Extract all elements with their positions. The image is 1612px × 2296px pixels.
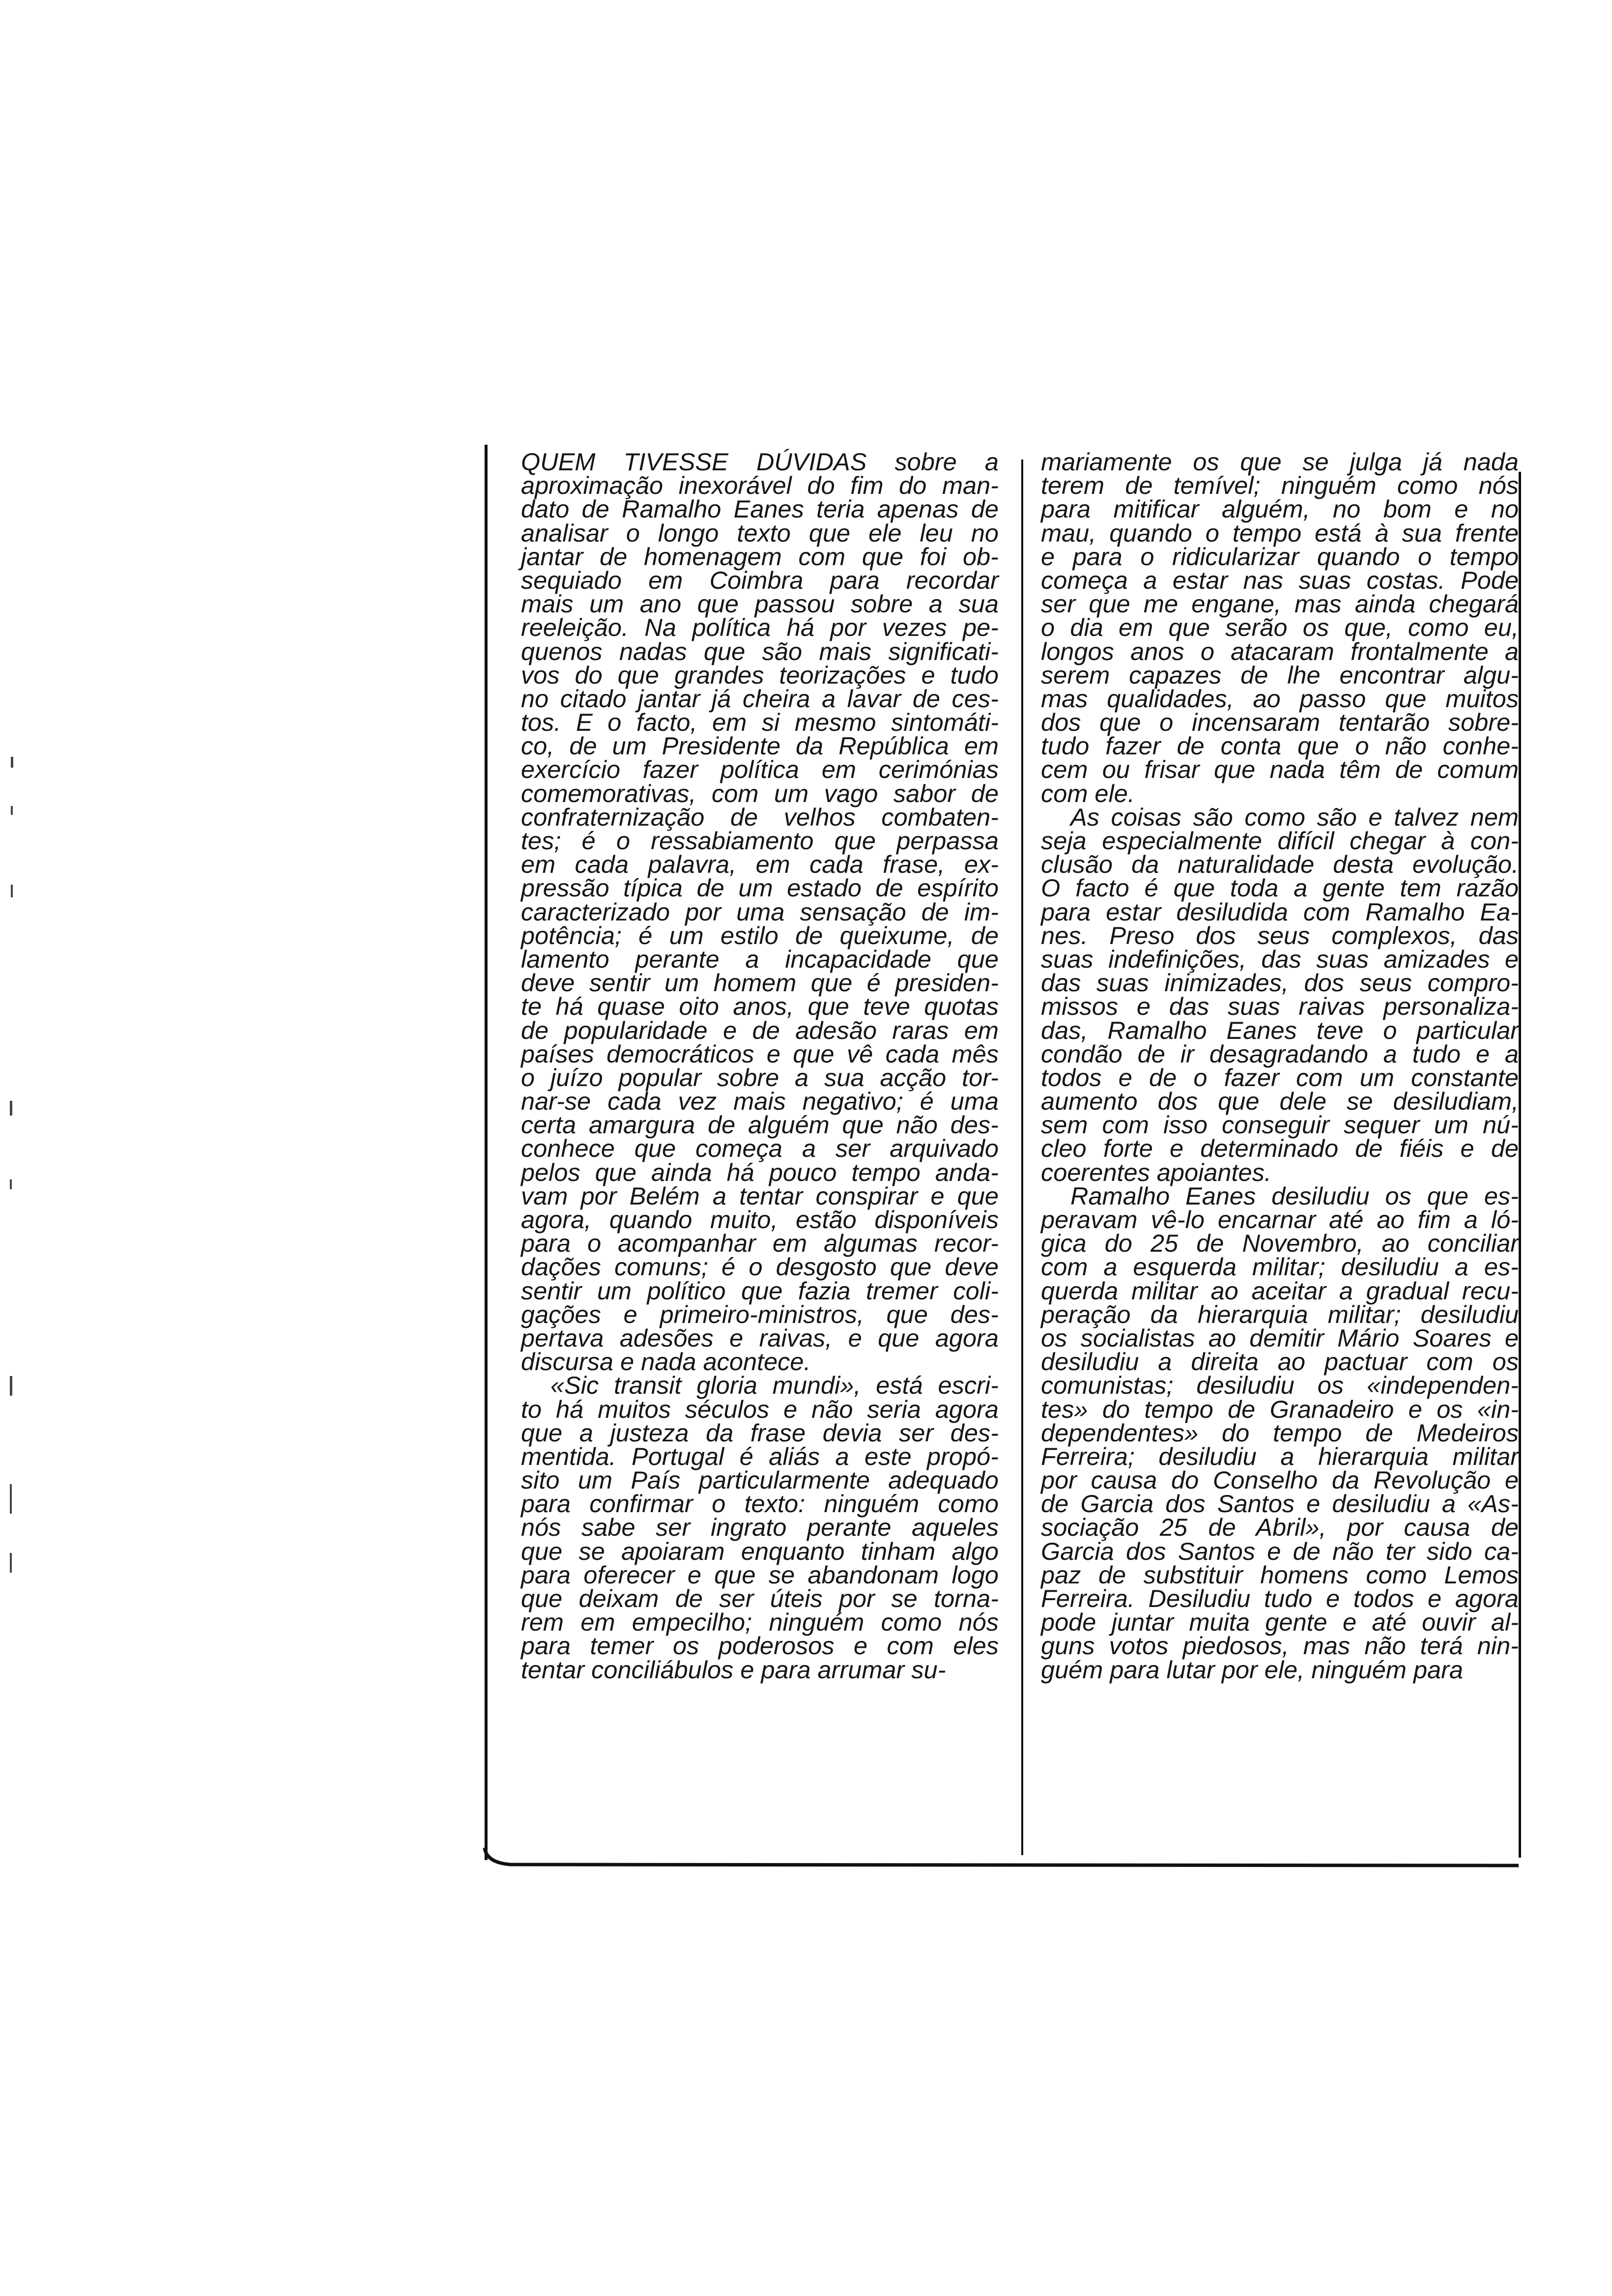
column-divider-rule <box>1021 459 1023 1855</box>
text-line: mariamente os que se julga já nada <box>1041 448 1519 476</box>
text-line: analisar o longo texto que ele leu no <box>521 518 999 547</box>
text-line: gações e primeiro-ministros, que des- <box>521 1300 999 1328</box>
text-line: das, Ramalho Eanes teve o particular <box>1041 1016 1519 1044</box>
text-line: quenos nadas que são mais significati- <box>521 637 999 665</box>
text-line: to há muitos séculos e não seria agora <box>521 1395 999 1423</box>
text-line: todos e de o fazer com um constante <box>1041 1063 1519 1091</box>
text-line: conhece que começa a ser arquivado <box>521 1134 999 1163</box>
text-line: para oferecer e que se abandonam logo <box>521 1560 999 1589</box>
text-line: clusão da naturalidade desta evolução. <box>1041 850 1519 879</box>
text-line: caracterizado por uma sensação de im- <box>521 897 999 926</box>
text-line: missos e das suas raivas personaliza- <box>1041 992 1519 1021</box>
text-line: comemorativas, com um vago sabor de <box>521 779 999 807</box>
text-line: certa amargura de alguém que não des- <box>521 1111 999 1139</box>
text-line: começa a estar nas suas costas. Pode <box>1041 566 1519 594</box>
text-line: mais um ano que passou sobre a sua <box>521 590 999 618</box>
text-line: em cada palavra, em cada frase, ex- <box>521 850 999 879</box>
scan-speck <box>10 1101 12 1116</box>
text-line: para mitificar alguém, no bom e no <box>1041 495 1519 523</box>
text-line: tes; é o ressabiamento que perpassa <box>521 827 999 855</box>
right-border-rule <box>1519 472 1521 1858</box>
text-line: suas indefinições, das suas amizades e <box>1041 945 1519 973</box>
text-line: aumento dos que dele se desiludiam, <box>1041 1087 1519 1116</box>
text-line: QUEM TIVESSE DÚVIDAS sobre a <box>521 448 999 476</box>
scan-speck <box>11 885 13 897</box>
text-line: pode juntar muita gente e até ouvir al- <box>1041 1608 1519 1636</box>
text-line: discursa e nada acontece. <box>521 1348 811 1376</box>
text-line: coerentes apoiantes. <box>1041 1158 1271 1186</box>
text-line: mau, quando o tempo está à sua frente <box>1041 518 1519 547</box>
text-line: que se apoiaram enquanto tinham algo <box>521 1537 999 1565</box>
text-line: tos. E o facto, em si mesmo sintomáti- <box>521 708 999 737</box>
text-line: peração da hierarquia militar; desiludiu <box>1041 1300 1519 1328</box>
text-line: das suas inimizades, dos seus compro- <box>1041 969 1519 997</box>
text-line: exercício fazer política em cerimónias <box>521 755 999 784</box>
text-line: sem com isso conseguir sequer um nú- <box>1041 1111 1519 1139</box>
text-line: Ferreira; desiludiu a hierarquia militar <box>1041 1442 1519 1470</box>
text-line: com a esquerda militar; desiludiu a es- <box>1041 1253 1519 1281</box>
text-line: agora, quando muito, estão disponíveis <box>521 1205 999 1234</box>
text-line: o dia em que serão os que, como eu, <box>1041 613 1519 642</box>
text-line: para confirmar o texto: ninguém como <box>521 1490 999 1518</box>
text-line: cem ou frisar que nada têm de comum <box>1041 755 1519 784</box>
text-line: e para o ridicularizar quando o tempo <box>1041 542 1519 571</box>
text-line: terem de temível; ninguém como nós <box>1041 471 1519 500</box>
text-line: reeleição. Na política há por vezes pe- <box>521 613 999 642</box>
text-line: guém para lutar por ele, ninguém para <box>1041 1655 1464 1684</box>
text-line: Garcia dos Santos e de não ter sido ca- <box>1041 1537 1519 1565</box>
text-line: longos anos o atacaram frontalmente a <box>1041 637 1519 665</box>
text-line: te há quase oito anos, que teve quotas <box>521 992 999 1021</box>
scan-speck <box>10 1553 12 1573</box>
text-line: de popularidade e de adesão raras em <box>521 1016 999 1044</box>
text-line: peravam vê-lo encarnar até ao fim a ló- <box>1041 1205 1519 1234</box>
text-line: jantar de homenagem com que foi ob- <box>521 542 999 571</box>
text-line: cleo forte e determinado de fiéis e de <box>1041 1134 1519 1163</box>
text-line: tentar conciliábulos e para arrumar su- <box>521 1655 946 1684</box>
text-line: países democráticos e que vê cada mês <box>521 1039 999 1068</box>
text-line: pelos que ainda há pouco tempo anda- <box>521 1158 999 1186</box>
text-line: dependentes» do tempo de Medeiros <box>1041 1418 1519 1447</box>
text-line: os socialistas ao demitir Mário Soares e <box>1041 1323 1519 1352</box>
text-line: dato de Ramalho Eanes teria apenas de <box>521 495 999 523</box>
text-line: nós sabe ser ingrato perante aqueles <box>521 1513 999 1542</box>
bottom-border-curve <box>481 1848 1523 1867</box>
text-line: vam por Belém a tentar conspirar e que <box>521 1181 999 1210</box>
text-line: paz de substituir homens como Lemos <box>1041 1560 1519 1589</box>
text-line: sociação 25 de Abril», por causa de <box>1041 1513 1519 1542</box>
text-line: o juízo popular sobre a sua acção tor- <box>521 1063 999 1091</box>
text-line: nes. Preso dos seus complexos, das <box>1041 921 1519 949</box>
text-line: potência; é um estilo de queixume, de <box>521 921 999 949</box>
text-line: para temer os poderosos e com eles <box>521 1632 999 1660</box>
text-line: tudo fazer de conta que o não conhe- <box>1041 732 1519 760</box>
text-line: aproximação inexorável do fim do man- <box>521 471 999 500</box>
text-line: com ele. <box>1041 779 1135 807</box>
text-line: Ferreira. Desiludiu tudo e todos e agora <box>1041 1584 1519 1612</box>
text-line: vos do que grandes teorizações e tudo <box>521 660 999 689</box>
text-line: Ramalho Eanes desiludiu os que es- <box>1070 1181 1519 1210</box>
article-right-column <box>1041 450 1519 1682</box>
text-line: co, de um Presidente da República em <box>521 732 999 760</box>
text-line: dos que o incensaram tentarão sobre- <box>1041 708 1519 737</box>
text-line: deve sentir um homem que é presiden- <box>521 969 999 997</box>
text-line: serem capazes de lhe encontrar algu- <box>1041 660 1519 689</box>
text-line: As coisas são como são e talvez nem <box>1070 803 1519 831</box>
text-line: «Sic transit gloria mundi», está escri- <box>550 1371 999 1400</box>
scan-speck <box>10 1179 12 1189</box>
text-line: comunistas; desiludiu os «independen- <box>1041 1371 1519 1400</box>
text-line: sentir um político que fazia tremer coli- <box>521 1276 999 1305</box>
text-line: confraternização de velhos combaten- <box>521 803 999 831</box>
text-line: querda militar ao aceitar a gradual recu- <box>1041 1276 1519 1305</box>
text-line: para o acompanhar em algumas recor- <box>521 1229 999 1258</box>
left-border-rule <box>485 445 488 1860</box>
text-line: para estar desiludida com Ramalho Ea- <box>1041 897 1519 926</box>
text-line: de Garcia dos Santos e desiludiu a «As- <box>1041 1490 1519 1518</box>
text-line: mentida. Portugal é aliás a este propó- <box>521 1442 999 1470</box>
text-line: condão de ir desagradando a tudo e a <box>1041 1039 1519 1068</box>
text-line: nar-se cada vez mais negativo; é uma <box>521 1087 999 1116</box>
text-line: mas qualidades, ao passo que muitos <box>1041 684 1519 713</box>
text-line: seja especialmente difícil chegar à con- <box>1041 827 1519 855</box>
text-line: que a justeza da frase devia ser des- <box>521 1418 999 1447</box>
text-line: ser que me engane, mas ainda chegará <box>1041 590 1519 618</box>
scan-speck <box>10 1376 12 1396</box>
text-line: tes» do tempo de Granadeiro e os «in- <box>1041 1395 1519 1423</box>
text-line: dações comuns; é o desgosto que deve <box>521 1253 999 1281</box>
text-line: gica do 25 de Novembro, ao conciliar <box>1041 1229 1519 1258</box>
text-line: lamento perante a incapacidade que <box>521 945 999 973</box>
text-line: O facto é que toda a gente tem razão <box>1041 874 1519 902</box>
text-line: pressão típica de um estado de espírito <box>521 874 999 902</box>
text-line: sito um País particularmente adequado <box>521 1466 999 1494</box>
scan-speck <box>11 757 13 768</box>
scan-speck <box>11 806 13 815</box>
text-line: sequiado em Coimbra para recordar <box>521 566 999 594</box>
text-line: pertava adesões e raivas, e que agora <box>521 1323 999 1352</box>
text-line: guns votos piedosos, mas não terá nin- <box>1041 1632 1519 1660</box>
scan-speck <box>10 1484 12 1514</box>
text-line: que deixam de ser úteis por se torna- <box>521 1584 999 1612</box>
article-left-column <box>521 450 999 1682</box>
text-line: por causa do Conselho da Revolução e <box>1041 1466 1519 1494</box>
text-line: desiludiu a direita ao pactuar com os <box>1041 1348 1519 1376</box>
text-line: no citado jantar já cheira a lavar de ces- <box>521 684 999 713</box>
text-line: rem em empecilho; ninguém como nós <box>521 1608 999 1636</box>
